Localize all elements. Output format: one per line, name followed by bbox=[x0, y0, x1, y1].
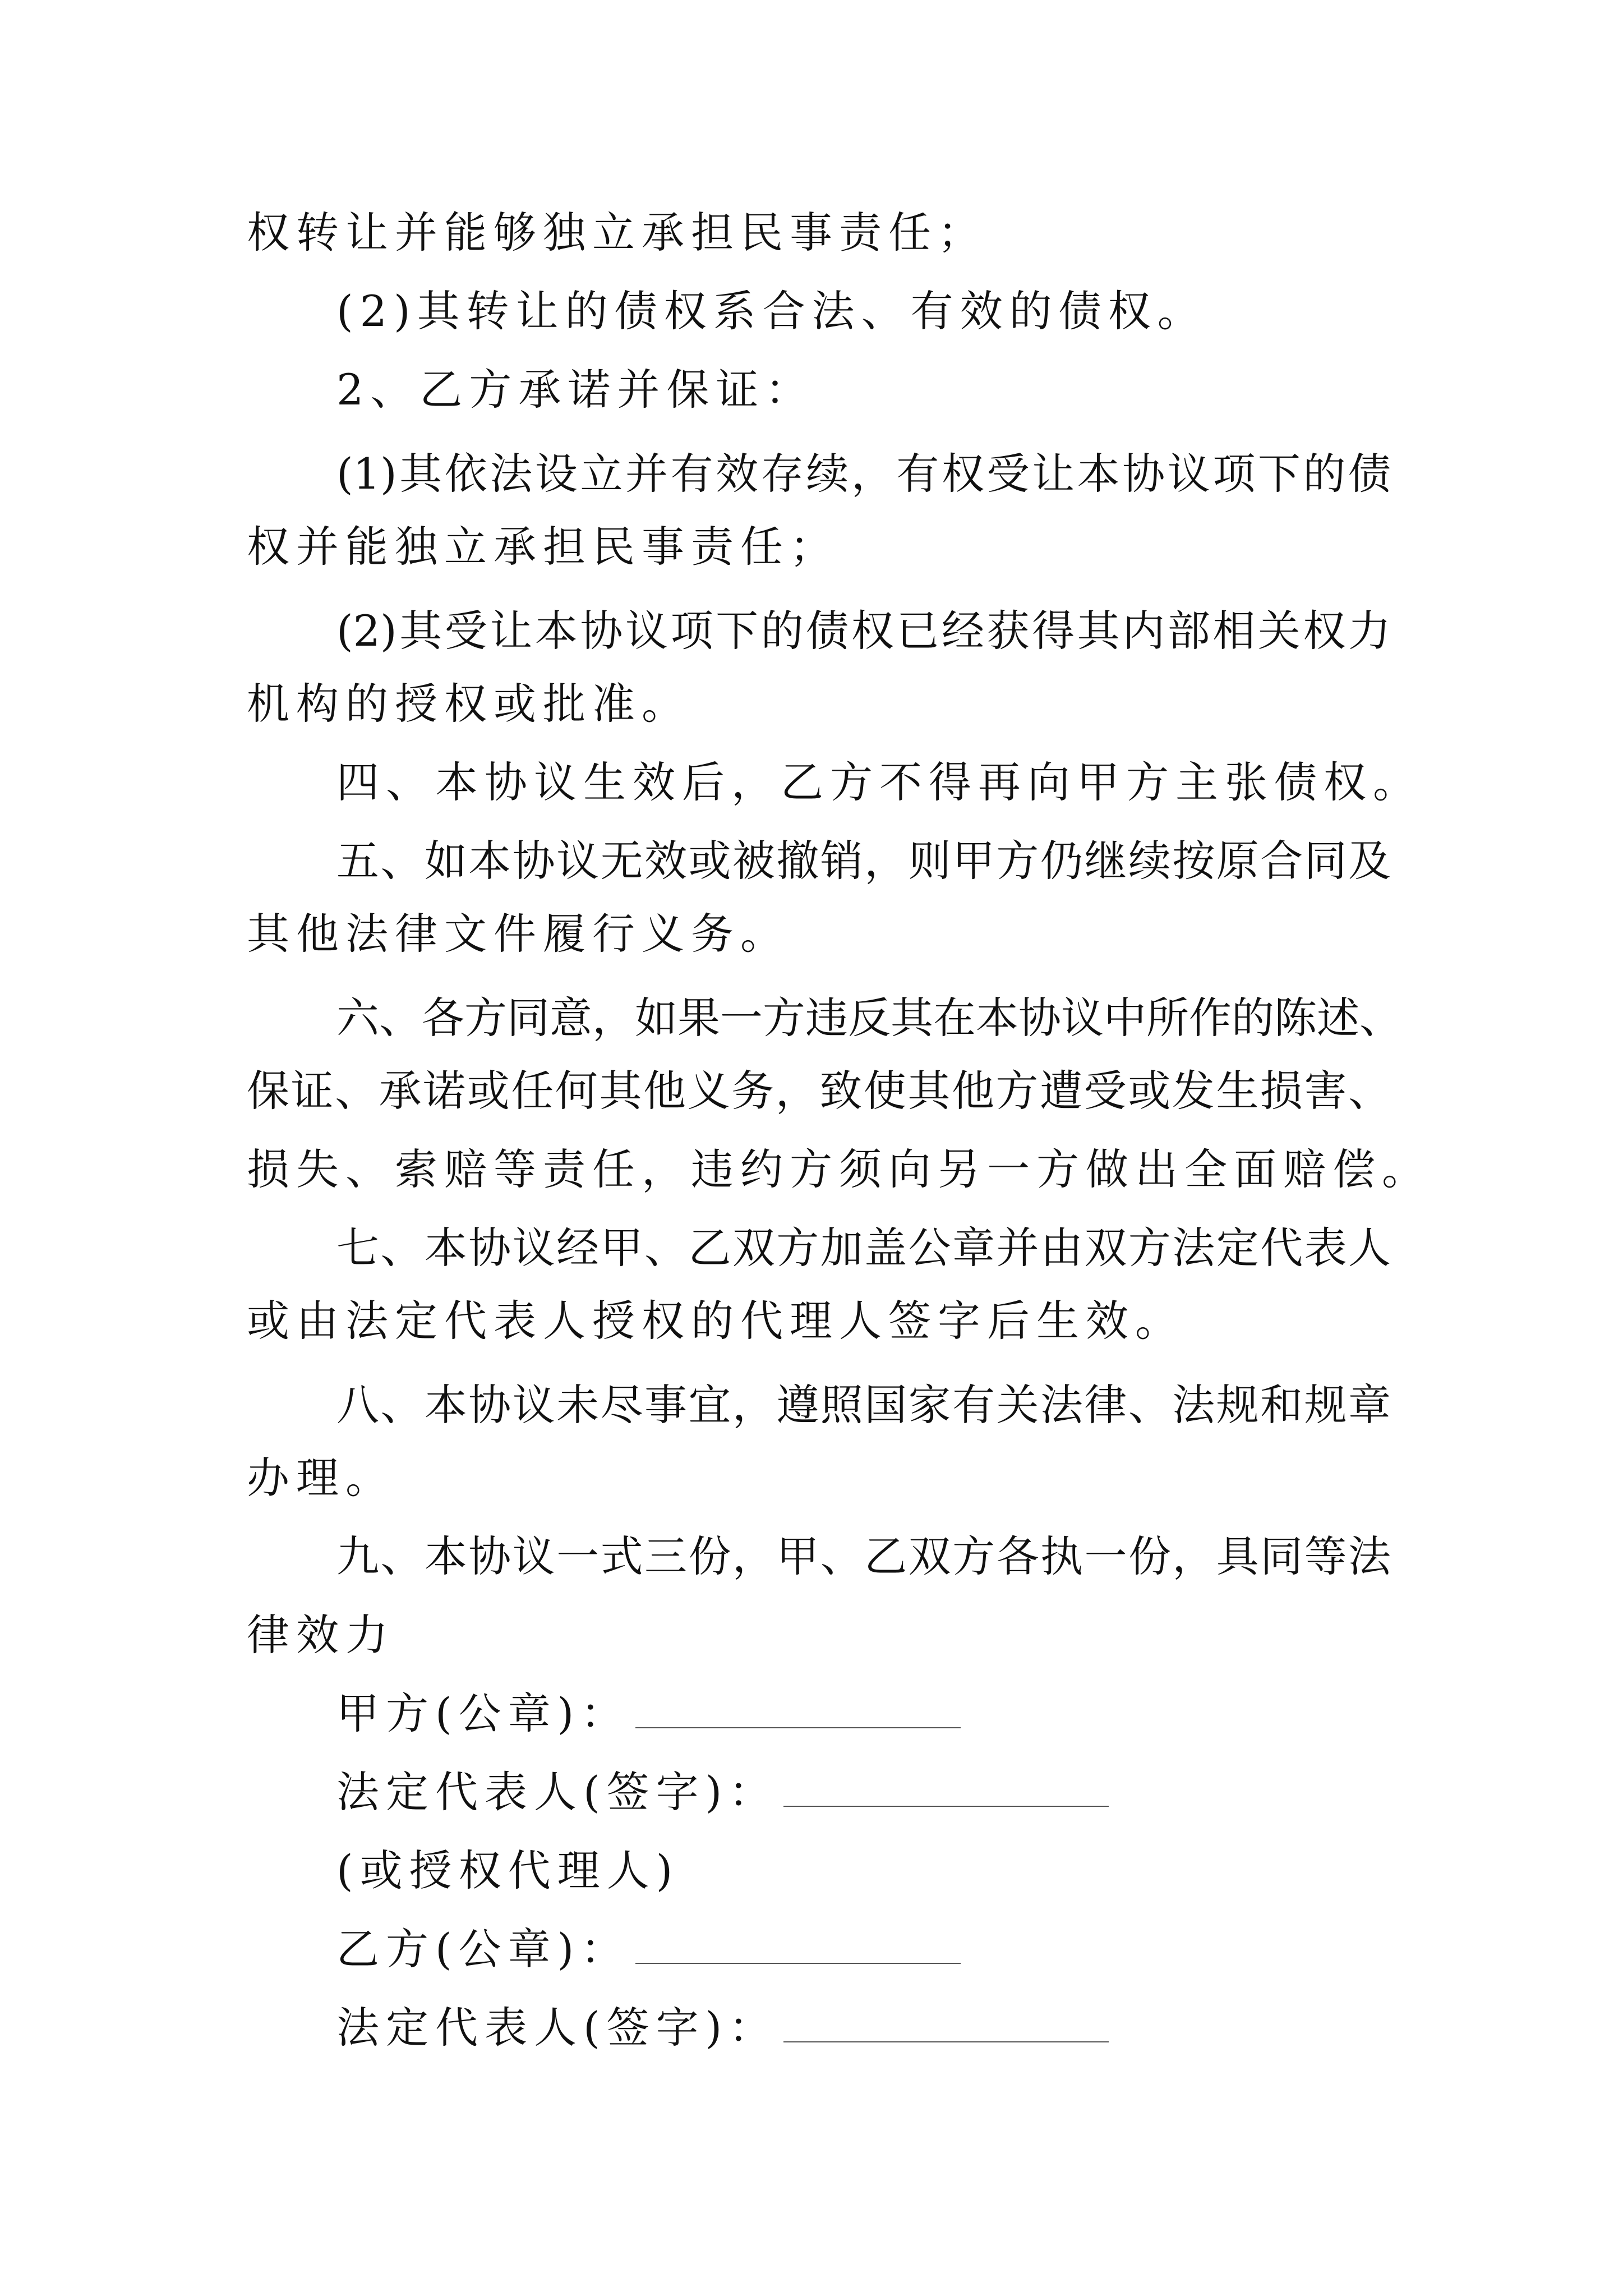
paragraph-line: 律效力 bbox=[247, 1610, 395, 1660]
paragraph-line: 2、乙方承诺并保证： bbox=[336, 365, 815, 415]
paragraph-line: 办理。 bbox=[247, 1453, 395, 1503]
paragraph-line: 其他法律文件履行义务。 bbox=[247, 909, 790, 959]
paragraph-line: 九、本协议一式三份，甲、乙双方各执一份，具同等法 bbox=[336, 1531, 1391, 1581]
signature-party-b-seal bbox=[336, 1921, 961, 1977]
paragraph-line: (2)其转让的债权系合法、有效的债权。 bbox=[336, 286, 1207, 336]
signature-blank[interactable] bbox=[635, 1688, 961, 1728]
paragraph-line: 五、如本协议无效或被撤销，则甲方仍继续按原合同及 bbox=[336, 836, 1391, 886]
signature-label: 甲方(公章)： bbox=[336, 1688, 630, 1738]
signature-blank[interactable] bbox=[783, 1766, 1109, 1807]
paragraph-line: 八、本协议未尽事宜，遵照国家有关法律、法规和规章 bbox=[336, 1380, 1391, 1430]
paragraph-line: 权转让并能够独立承担民事责任； bbox=[247, 208, 987, 257]
paragraph-line: 损失、索赔等责任，违约方须向另一方做出全面赔偿。 bbox=[247, 1144, 1431, 1194]
paragraph-line: 机构的授权或批准。 bbox=[247, 679, 691, 729]
paragraph-line: 七、本协议经甲、乙双方加盖公章并由双方法定代表人 bbox=[336, 1223, 1391, 1273]
paragraph-line: (2)其受让本协议项下的债权已经获得其内部相关权力 bbox=[336, 606, 1391, 656]
paragraph-line: 或由法定代表人授权的代理人签字后生效。 bbox=[247, 1296, 1184, 1346]
paragraph-line: 保证、承诺或任何其他义务，致使其他方遭受或发生损害、 bbox=[247, 1066, 1391, 1116]
signature-blank[interactable] bbox=[783, 2002, 1109, 2042]
signature-party-a-rep bbox=[336, 1764, 1109, 1820]
signature-party-b-rep bbox=[336, 2000, 1109, 2056]
signature-label: 法定代表人(签字)： bbox=[336, 1767, 778, 1817]
authorized-agent-note: (或授权代理人) bbox=[336, 1846, 680, 1895]
paragraph-line: 六、各方同意，如果一方违反其在本协议中所作的陈述、 bbox=[336, 993, 1402, 1043]
signature-blank[interactable] bbox=[635, 1924, 961, 1964]
paragraph-line: 权并能独立承担民事责任； bbox=[247, 522, 839, 572]
paragraph-line: (1)其依法设立并有效存续，有权受让本协议项下的债 bbox=[336, 449, 1391, 499]
paragraph-line: 四、本协议生效后，乙方不得再向甲方主张债权。 bbox=[336, 757, 1422, 807]
signature-label: 法定代表人(签字)： bbox=[336, 2003, 778, 2053]
signature-label: 乙方(公章)： bbox=[336, 1924, 630, 1974]
signature-party-a-seal bbox=[336, 1686, 961, 1742]
